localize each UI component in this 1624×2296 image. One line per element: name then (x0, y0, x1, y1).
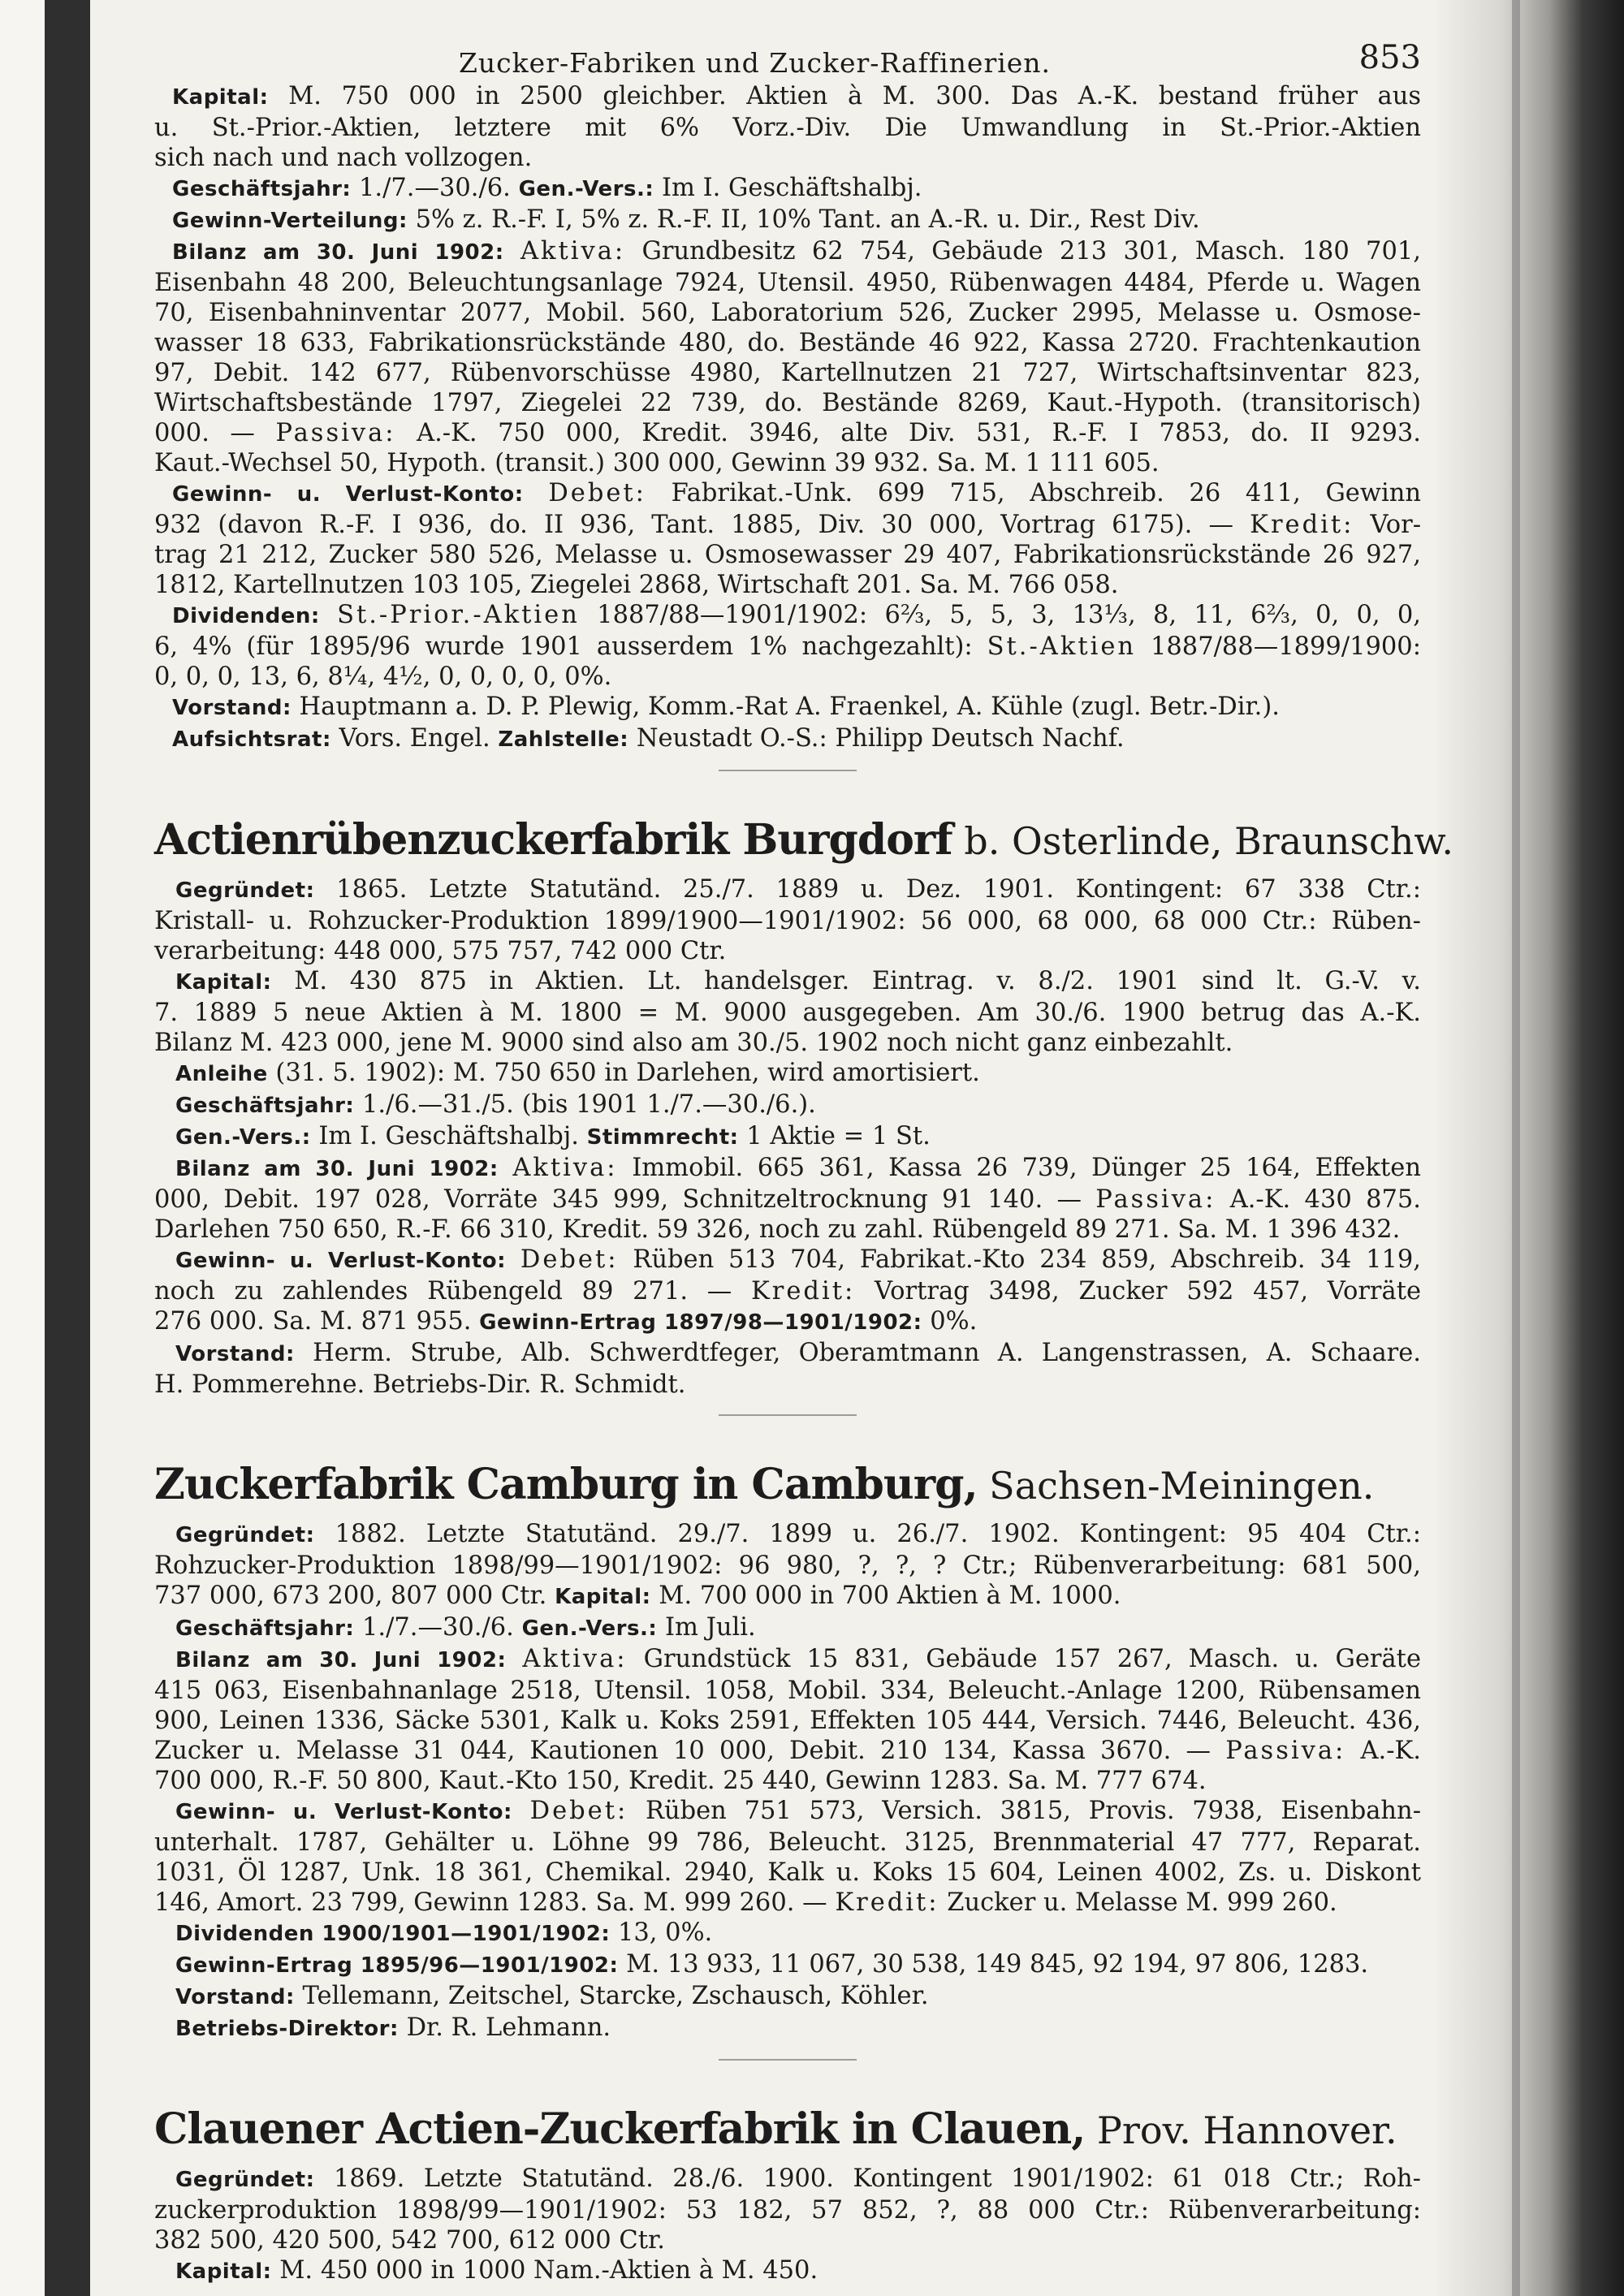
account-side-label: Passiva: (1225, 1737, 1346, 1765)
text-line (154, 173, 1421, 205)
field-value: 1./7.—30./6. (354, 1613, 522, 1642)
field-value: 1887/88—1899/1900: (1136, 632, 1421, 661)
field-value: 6, 4% (für 1895/96 wurde 1901 ausserdem 1% nachgezahlt): (154, 632, 987, 661)
company-entry (154, 1460, 1421, 2061)
text-line (154, 1918, 1421, 1949)
field-label: Betriebs-Direktor: (175, 2017, 399, 2041)
field-value: Hauptmann a. D. P. Plewig, Komm.-Rat A. Fraenkel, A. Kühle (zugl. Betr.-Dir.). (291, 693, 1280, 721)
text-line (154, 143, 1421, 173)
company-location: Prov. Hannover. (1085, 2108, 1397, 2152)
field-value: 0%. (922, 1307, 978, 1336)
text-line (154, 1766, 1421, 1796)
section-divider (719, 1414, 857, 1416)
text-line (154, 478, 1421, 510)
field-value: wasser 18 633, Fabrikationsrückstände 480, do. Bestände 46 922, Kassa 2720. Frachtenkaution (154, 329, 1421, 357)
field-value: u. St.-Prior.-Aktien, letztere mit 6% Vorz.-Div. Die Umwandlung in St.-Prior.-Aktien (154, 114, 1421, 142)
field-value: Rohzucker-Produktion 1898/99—1901/1902: 96 980, ?, ?, ? Ctr.; Rübenverarbeitung: 681 500, (154, 1552, 1421, 1580)
field-value: A.-K. 750 000, Kredit. 3946, alte Div. 531, R.-F. I 7853, do. II 9293. (395, 419, 1421, 447)
field-value: 146, Amort. 23 799, Gewinn 1283. Sa. M. 999 260. — (154, 1888, 836, 1917)
text-line (154, 268, 1421, 298)
field-label: Dividenden: (172, 604, 320, 628)
field-value: 1887/88—1901/1902: 6⅔, 5, 5, 3, 13⅓, 8, 11, 6⅔, 0, 0, 0, (579, 601, 1421, 629)
field-label: Gewinn-Ertrag 1897/98—1901/1902: (479, 1310, 922, 1335)
field-value: Grundstück 15 831, Gebäude 157 267, Masch. u. Geräte (627, 1645, 1421, 1673)
account-side-label: Kredit: (751, 1277, 856, 1306)
company-name: Clauener Actien-Zuckerfabrik in Clauen, (154, 2104, 1086, 2154)
field-value: 737 000, 673 200, 807 000 Ctr. (154, 1582, 555, 1610)
field-value (512, 1797, 530, 1825)
text-line (154, 906, 1421, 936)
text-line (154, 236, 1421, 268)
field-label: Geschäftsjahr: (175, 1094, 355, 1118)
field-value: 1865. Letzte Statutänd. 25./7. 1889 u. Dez. 1901. Kontingent: 67 338 Ctr.: (314, 875, 1421, 904)
field-label: Gen.-Vers.: (518, 177, 654, 201)
field-value: 1 Aktie = 1 St. (738, 1122, 931, 1150)
text-line (154, 113, 1421, 143)
text-line (154, 81, 1421, 113)
field-value: Tellemann, Zeitschel, Starcke, Zschausch, Köhler. (294, 1982, 929, 2010)
field-label: Aufsichtsrat: (172, 727, 331, 752)
field-label: Bilanz am 30. Juni 1902: (175, 1157, 499, 1181)
field-label: Anleihe (175, 1062, 268, 1086)
text-line (154, 1370, 1421, 1400)
field-label: Kapital: (172, 85, 269, 110)
company-heading (154, 2104, 1421, 2154)
field-value: 700 000, R.-F. 50 800, Kaut.-Kto 150, Kredit. 25 440, Gewinn 1283. Sa. M. 777 674. (154, 1767, 1207, 1795)
text-line (154, 540, 1421, 570)
field-label: Vorstand: (175, 1985, 295, 2009)
field-value (524, 479, 549, 507)
text-line (154, 1858, 1421, 1888)
company-entry (154, 815, 1453, 1416)
field-value: M. 13 933, 11 067, 30 538, 149 845, 92 194, 97 806, 1283. (618, 1950, 1369, 1979)
account-side-label: St.-Aktien (987, 632, 1137, 661)
scan-left-margin (0, 0, 45, 2296)
text-line (154, 1245, 1421, 1276)
text-line (154, 298, 1421, 328)
field-label: Geschäftsjahr: (175, 1616, 355, 1641)
account-side-label: St.-Prior.-Aktien (337, 601, 580, 629)
field-value: 415 063, Eisenbahnanlage 2518, Utensil. 1058, Mobil. 334, Beleucht.-Anlage 1200, Rübensamen (154, 1677, 1421, 1705)
field-value: 1./6.—31./5. (bis 1901 1./7.—30./6.). (354, 1090, 816, 1119)
field-value: 7. 1889 5 neue Aktien à M. 1800 = M. 9000 ausgegeben. Am 30./6. 1900 betrug das A.-K. (154, 999, 1421, 1027)
account-side-label: Kredit: (1250, 511, 1354, 539)
field-value: Kristall- u. Rohzucker-Produktion 1899/1900—1901/1902: 56 000, 68 000, 68 000 Ctr.: Rüben- (154, 907, 1421, 935)
field-value: A.-K. 430 875. (1216, 1185, 1421, 1214)
field-value: 5% z. R.-F. I, 5% z. R.-F. II, 10% Tant. an A.-R. u. Dir., Rest Div. (407, 205, 1200, 234)
text-line (154, 1888, 1421, 1918)
section-divider (719, 2059, 857, 2061)
field-value: Dr. R. Lehmann. (398, 2013, 611, 2042)
field-label: Dividenden 1900/1901—1901/1902: (175, 1922, 611, 1946)
text-line (154, 1828, 1421, 1858)
field-value: verarbeitung: 448 000, 575 757, 742 000 Ctr. (154, 937, 727, 965)
scan-edge-line (1512, 0, 1520, 2296)
field-label: Gegründet: (175, 878, 315, 903)
field-value: Zucker u. Melasse M. 999 260. (939, 1888, 1337, 1917)
field-value: 382 500, 420 500, 542 700, 612 000 Ctr. (154, 2226, 665, 2255)
account-side-label: Aktiva: (512, 1154, 618, 1182)
company-entry (154, 81, 1421, 771)
text-line (154, 998, 1421, 1028)
text-line (154, 2164, 1421, 2195)
field-value: H. Pommerehne. Betriebs-Dir. R. Schmidt. (154, 1370, 686, 1399)
field-value: Kaut.-Wechsel 50, Hypoth. (transit.) 300 000, Gewinn 39 932. Sa. M. 1 111 605. (154, 449, 1160, 477)
field-value: 1882. Letzte Statutänd. 29./7. 1899 u. 26./7. 1902. Kontingent: 95 404 Ctr.: (314, 1520, 1421, 1548)
account-side-label: Aktiva: (522, 1645, 628, 1673)
text-line (154, 1306, 1421, 1338)
field-value: Bilanz M. 423 000, jene M. 9000 sind also am 30./5. 1902 noch nicht ganz einbezahlt. (154, 1029, 1233, 1057)
text-line (154, 1185, 1421, 1215)
company-name: Zuckerfabrik Camburg in Camburg, (154, 1460, 978, 1509)
text-line (154, 1338, 1421, 1370)
field-value: (31. 5. 1902): M. 750 650 in Darlehen, wird amortisiert. (267, 1059, 980, 1087)
field-value: Grundbesitz 62 754, Gebäude 213 301, Masch. 180 701, (625, 237, 1421, 265)
text-line (154, 1796, 1421, 1828)
field-label: Gen.-Vers.: (521, 1616, 658, 1641)
field-label: Bilanz am 30. Juni 1902: (175, 1648, 507, 1672)
field-value: Eisenbahn 48 200, Beleuchtungsanlage 7924, Utensil. 4950, Rübenwagen 4484, Pferde u. Wagen (154, 269, 1421, 297)
company-name: Actienrübenzuckerfabrik Burgdorf (154, 815, 952, 865)
text-line (154, 2013, 1421, 2044)
running-header (154, 24, 1421, 81)
field-value: 276 000. Sa. M. 871 955. (154, 1307, 480, 1336)
text-line (154, 1612, 1421, 1644)
field-value: Im I. Geschäftshalbj. (654, 174, 922, 202)
field-value: unterhalt. 1787, Gehälter u. Löhne 99 786, Beleucht. 3125, Brennmaterial 47 777, Reparat. (154, 1828, 1421, 1857)
text-line (154, 632, 1421, 662)
text-line (154, 692, 1421, 723)
text-line (154, 2255, 1421, 2287)
field-value: Herm. Strube, Alb. Schwerdtfeger, Oberamtmann A. Langenstrassen, A. Schaare. (294, 1339, 1421, 1367)
text-line (154, 1121, 1421, 1153)
text-line (154, 570, 1421, 600)
text-line (154, 936, 1421, 966)
account-side-label: Debet: (529, 1797, 628, 1825)
field-value: M. 450 000 in 1000 Nam.-Aktien à M. 450. (271, 2256, 818, 2285)
text-line (154, 205, 1421, 236)
field-value: Rüben 751 573, Versich. 3815, Provis. 7938, Eisenbahn- (628, 1797, 1422, 1825)
text-line (154, 662, 1421, 692)
text-line (154, 1706, 1421, 1736)
field-label: Gewinn- u. Verlust-Konto: (172, 482, 524, 507)
text-line (154, 2195, 1421, 2225)
text-line (154, 1090, 1421, 1121)
field-label: Gewinn-Ertrag 1895/96—1901/1902: (175, 1953, 619, 1978)
field-value: 13, 0%. (610, 1918, 713, 1947)
company-location: b. Osterlinde, Braunschw. (952, 819, 1453, 863)
document-page (154, 24, 1453, 2287)
field-value: trag 21 212, Zucker 580 526, Melasse u. Osmosewasser 29 407, Fabrikationsrückstände 26 927, (154, 541, 1421, 569)
field-value: Vors. Engel. (330, 724, 499, 753)
field-value: 1812, Kartellnutzen 103 105, Ziegelei 2868, Wirtschaft 201. Sa. M. 766 058. (154, 571, 1119, 599)
text-line (154, 1028, 1421, 1058)
field-value: Vortrag 3498, Zucker 592 457, Vorräte (855, 1277, 1422, 1306)
text-line (154, 1644, 1421, 1676)
company-entry (154, 2104, 1421, 2287)
field-label: Kapital: (555, 1585, 651, 1609)
account-side-label: Passiva: (1095, 1185, 1216, 1214)
field-value (506, 1645, 522, 1673)
field-label: Gegründet: (175, 1523, 315, 1547)
field-label: Geschäftsjahr: (172, 177, 352, 201)
text-line (154, 418, 1421, 448)
field-value: A.-K. (1345, 1737, 1421, 1765)
field-label: Gewinn-Verteilung: (172, 209, 408, 233)
field-label: Vorstand: (172, 696, 292, 720)
field-value: 000. — (154, 419, 276, 447)
account-side-label: Aktiva: (520, 237, 626, 265)
field-label: Gewinn- u. Verlust-Konto: (175, 1249, 507, 1273)
field-value: Im I. Geschäftshalbj. (310, 1122, 587, 1150)
content-body (154, 81, 1453, 2287)
company-heading (154, 815, 1453, 865)
text-line (154, 1153, 1421, 1185)
field-label: Bilanz am 30. Juni 1902: (172, 240, 504, 265)
text-line (154, 1551, 1421, 1581)
field-value: sich nach und nach vollzogen. (154, 144, 533, 172)
text-line (154, 966, 1421, 998)
text-line (154, 1581, 1421, 1612)
text-line (154, 388, 1421, 418)
field-label: Vorstand: (175, 1342, 295, 1366)
text-line (154, 448, 1421, 478)
field-label: Gen.-Vers.: (175, 1125, 311, 1150)
text-line (154, 2225, 1421, 2255)
field-value: M. 430 875 in Aktien. Lt. handelsger. Eintrag. v. 8./2. 1901 sind lt. G.-V. v. (271, 967, 1421, 995)
field-label: Kapital: (175, 2259, 272, 2284)
running-title: Zucker-Fabriken und Zucker-Raffinerien. (459, 47, 1052, 79)
text-line (154, 874, 1421, 906)
text-line (154, 358, 1421, 388)
field-label: Stimmrecht: (586, 1125, 739, 1150)
field-value: 97, Debit. 142 677, Rübenvorschüsse 4980, Kartellnutzen 21 727, Wirtschaftsinventar 823, (154, 359, 1421, 387)
field-value: Neustadt O.-S.: Philipp Deutsch Nachf. (628, 724, 1125, 753)
field-label: Zahlstelle: (498, 727, 629, 752)
field-value: Darlehen 750 650, R.-F. 66 310, Kredit. 59 326, noch zu zahl. Rübengeld 89 271. Sa. M. 1 396 432. (154, 1215, 1401, 1244)
page-number: 853 (1358, 39, 1421, 76)
field-value: Zucker u. Melasse 31 044, Kautionen 10 000, Debit. 210 134, Kassa 3670. — (154, 1737, 1226, 1765)
field-value: 0, 0, 0, 13, 6, 8¼, 4½, 0, 0, 0, 0, 0%. (154, 662, 612, 691)
section-divider (719, 770, 857, 771)
text-line (154, 1676, 1421, 1706)
field-value: Wirtschaftsbestände 1797, Ziegelei 22 739, do. Bestände 8269, Kaut.-Hypoth. (transitorisch) (154, 389, 1421, 417)
field-value: 70, Eisenbahninventar 2077, Mobil. 560, Laboratorium 526, Zucker 2995, Melasse u. Osmose- (154, 299, 1421, 327)
text-line (154, 723, 1421, 755)
text-line (154, 1736, 1421, 1766)
field-value: 1869. Letzte Statutänd. 28./6. 1900. Kontingent 1901/1902: 61 018 Ctr.; Roh- (314, 2164, 1421, 2193)
field-value: 932 (davon R.-F. I 936, do. II 936, Tant. 1885, Div. 30 000, Vortrag 6175). — (154, 511, 1250, 539)
field-value (506, 1245, 520, 1274)
text-line (154, 1215, 1421, 1245)
field-value: 000, Debit. 197 028, Vorräte 345 999, Schnitzeltrocknung 91 140. — (154, 1185, 1096, 1214)
account-side-label: Passiva: (275, 419, 396, 447)
account-side-label: Debet: (548, 479, 646, 507)
field-value: Vor- (1354, 511, 1422, 539)
field-value (499, 1154, 513, 1182)
account-side-label: Kredit: (835, 1888, 939, 1917)
field-value: M. 700 000 in 700 Aktien à M. 1000. (650, 1582, 1121, 1610)
scan-gutter-shadow (1437, 0, 1624, 2296)
text-line (154, 328, 1421, 358)
account-side-label: Debet: (520, 1245, 619, 1274)
field-label: Gegründet: (175, 2168, 315, 2192)
company-location: Sachsen-Meiningen. (977, 1464, 1375, 1508)
field-value: M. 750 000 in 2500 gleichber. Aktien à M. 300. Das A.-K. bestand früher aus (268, 82, 1421, 110)
field-label: Gewinn- u. Verlust-Konto: (175, 1800, 512, 1824)
text-line (154, 1276, 1421, 1306)
field-value (320, 601, 337, 629)
field-value: zuckerproduktion 1898/99—1901/1902: 53 182, 57 852, ?, 88 000 Ctr.: Rübenverarbeitung: (154, 2196, 1421, 2225)
text-line (154, 510, 1421, 540)
scan-binding-shadow (45, 0, 90, 2296)
field-label: Kapital: (175, 970, 272, 995)
field-value: noch zu zahlendes Rübengeld 89 271. — (154, 1277, 751, 1306)
text-line (154, 1949, 1421, 1981)
text-line (154, 600, 1421, 632)
text-line (154, 1519, 1421, 1551)
field-value: Rüben 513 704, Fabrikat.-Kto 234 859, Abschreib. 34 119, (618, 1245, 1421, 1274)
field-value: Im Juli. (657, 1613, 756, 1642)
text-line (154, 1058, 1421, 1090)
text-line (154, 1981, 1421, 2013)
field-value: Immobil. 665 361, Kassa 26 739, Dünger 25 164, Effekten (617, 1154, 1421, 1182)
field-value: Fabrikat.-Unk. 699 715, Abschreib. 26 411, Gewinn (646, 479, 1422, 507)
company-heading (154, 1460, 1421, 1509)
field-value (504, 237, 520, 265)
field-value: 1031, Öl 1287, Unk. 18 361, Chemikal. 2940, Kalk u. Koks 15 604, Leinen 4002, Zs. u. Diskont (154, 1858, 1421, 1887)
field-value: 1./7.—30./6. (351, 174, 519, 202)
field-value: 900, Leinen 1336, Säcke 5301, Kalk u. Koks 2591, Effekten 105 444, Versich. 7446, Beleucht. 436, (154, 1707, 1421, 1735)
